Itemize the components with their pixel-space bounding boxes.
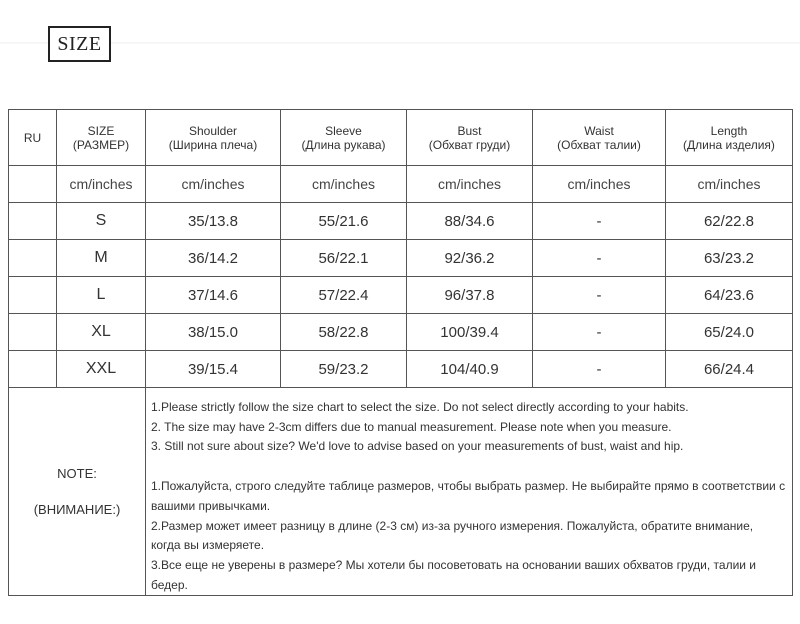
header-sleeve-ru: (Длина рукава) (301, 137, 386, 152)
length-cell: 63/23.2 (666, 240, 793, 277)
header-size (57, 110, 146, 166)
sleeve-cell: 56/22.1 (281, 240, 407, 277)
note-label-en: NOTE: (57, 465, 97, 481)
header-size-ru: (РАЗМЕР) (72, 137, 130, 152)
table-row (9, 351, 793, 388)
header-length-en: Length (710, 123, 748, 138)
bust-cell: 100/39.4 (407, 314, 533, 351)
header-shoulder-ru: (Ширина плеча) (168, 137, 258, 152)
size-badge: SIZE (48, 26, 111, 62)
note-ru-3: 3.Все еще не уверены в размере? Мы хотели бы посоветовать на основании ваших обхватов груди, талии и бедер. (151, 557, 757, 592)
shoulder-cell: 36/14.2 (146, 240, 281, 277)
note-en-3: 3. Still not sure about size? We'd love to advise based on your measurements of bust, waist and hip. (151, 439, 684, 454)
shoulder-cell: 39/15.4 (146, 351, 281, 388)
table-row (9, 203, 793, 240)
unit-empty-cell (9, 166, 57, 203)
header-waist (533, 110, 666, 166)
unit-cell-shoulder: cm/inches (146, 166, 281, 203)
length-cell: 66/24.4 (666, 351, 793, 388)
bust-cell: 104/40.9 (407, 351, 533, 388)
waist-cell: - (533, 351, 666, 388)
unit-row (9, 166, 793, 203)
unit-cell-waist: cm/inches (533, 166, 666, 203)
header-shoulder-en: Shoulder (188, 123, 238, 138)
bust-cell: 88/34.6 (407, 203, 533, 240)
note-ru-2: 2.Размер может имеет разницу в длине (2-3 см) из-за ручного измерения. Пожалуйста, обратите внимание, когда вы измеряете. (151, 518, 754, 553)
note-row (9, 388, 793, 596)
row-empty-cell (9, 240, 57, 277)
sleeve-cell: 57/22.4 (281, 277, 407, 314)
header-waist-en: Waist (584, 123, 614, 138)
row-empty-cell (9, 277, 57, 314)
header-waist-ru: (Обхват талии) (557, 137, 641, 152)
row-empty-cell (9, 351, 57, 388)
note-label (9, 465, 145, 519)
table-row (9, 277, 793, 314)
header-sleeve-en: Sleeve (325, 123, 362, 138)
bust-cell: 92/36.2 (407, 240, 533, 277)
notes-cell (146, 388, 793, 596)
note-label-spacer (9, 483, 145, 501)
header-bust-en: Bust (457, 123, 482, 138)
shoulder-cell: 37/14.6 (146, 277, 281, 314)
row-empty-cell (9, 314, 57, 351)
header-ru: RU (9, 110, 57, 166)
bust-cell: 96/37.8 (407, 277, 533, 314)
waist-cell: - (533, 240, 666, 277)
sleeve-cell: 59/23.2 (281, 351, 407, 388)
size-cell: S (57, 203, 146, 240)
header-size-en: SIZE (87, 123, 115, 138)
waist-cell: - (533, 277, 666, 314)
header-length (666, 110, 793, 166)
length-cell: 62/22.8 (666, 203, 793, 240)
header-bust (407, 110, 533, 166)
length-cell: 64/23.6 (666, 277, 793, 314)
size-cell: L (57, 277, 146, 314)
header-length-ru: (Длина изделия) (683, 137, 775, 152)
note-label-ru: (ВНИМАНИЕ:) (33, 501, 121, 517)
unit-cell-sleeve: cm/inches (281, 166, 407, 203)
notes-spacer (151, 457, 786, 477)
note-label-cell (9, 388, 146, 596)
unit-cell-length: cm/inches (666, 166, 793, 203)
waist-cell: - (533, 203, 666, 240)
waist-cell: - (533, 314, 666, 351)
table-row (9, 240, 793, 277)
unit-cell-size: cm/inches (57, 166, 146, 203)
header-sleeve (281, 110, 407, 166)
header-bust-ru: (Обхват груди) (428, 137, 511, 152)
size-cell: XL (57, 314, 146, 351)
sleeve-cell: 55/21.6 (281, 203, 407, 240)
row-empty-cell (9, 203, 57, 240)
size-cell: XXL (57, 351, 146, 388)
shoulder-cell: 38/15.0 (146, 314, 281, 351)
note-ru-1: 1.Пожалуйста, строго следуйте таблице размеров, чтобы выбрать размер. Не выбирайте прямо в соответствии с вашими привычками. (151, 479, 786, 513)
shoulder-cell: 35/13.8 (146, 203, 281, 240)
sleeve-cell: 58/22.8 (281, 314, 407, 351)
note-en-1: 1.Please strictly follow the size chart to select the size. Do not select directly according to your habits. (151, 400, 689, 414)
size-cell: M (57, 240, 146, 277)
top-divider (0, 42, 800, 44)
unit-cell-bust: cm/inches (407, 166, 533, 203)
table-row (9, 314, 793, 351)
note-en-2: 2. The size may have 2-3cm differs due to manual measurement. Please note when you measure. (151, 419, 672, 434)
length-cell: 65/24.0 (666, 314, 793, 351)
header-row (9, 110, 793, 166)
header-shoulder (146, 110, 281, 166)
size-chart-table (8, 109, 793, 596)
